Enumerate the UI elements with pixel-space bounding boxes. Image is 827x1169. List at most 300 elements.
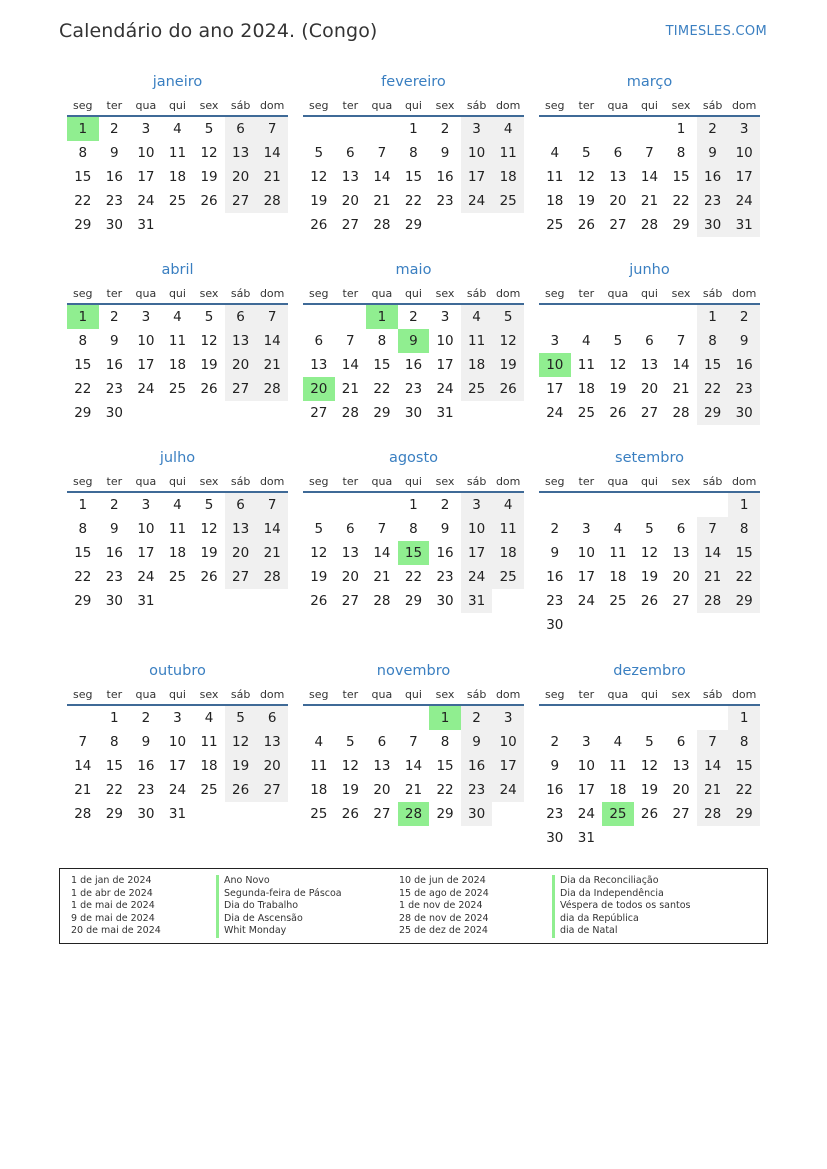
weekday-label: sáb bbox=[702, 99, 723, 112]
day-cell: 15 bbox=[105, 758, 123, 774]
day-cell: 18 bbox=[546, 193, 564, 209]
weekday-label: qui bbox=[640, 475, 658, 488]
day-cell: 17 bbox=[137, 357, 155, 373]
empty-cell bbox=[539, 117, 571, 141]
day-cell: 20 bbox=[225, 165, 257, 189]
week-row bbox=[303, 565, 524, 589]
week-row bbox=[539, 165, 760, 189]
weekday-label: dom bbox=[259, 99, 285, 112]
day-cell: 23 bbox=[105, 193, 123, 209]
day-cell: 23 bbox=[436, 193, 454, 209]
day-cell: 10 bbox=[137, 333, 155, 349]
weekday-label: seg bbox=[73, 475, 93, 488]
day-cell: 24 bbox=[461, 565, 493, 589]
day-cell: 12 bbox=[609, 357, 627, 373]
day-cell: 2 bbox=[409, 309, 418, 325]
day-cell: 20 bbox=[672, 782, 690, 798]
week-row bbox=[67, 754, 288, 778]
day-cell: 20 bbox=[341, 193, 359, 209]
week-row bbox=[67, 329, 288, 353]
weekday-header bbox=[303, 684, 524, 706]
week-row bbox=[539, 589, 760, 613]
day-cell: 11 bbox=[168, 333, 187, 349]
weekday-label: qui bbox=[168, 287, 186, 300]
empty-cell bbox=[665, 706, 697, 730]
day-cell: 3 bbox=[440, 309, 450, 325]
weekday-label: sáb bbox=[466, 688, 487, 701]
day-cell: 2 bbox=[728, 305, 760, 329]
empty-cell bbox=[366, 706, 398, 730]
day-cell: 25 bbox=[609, 593, 627, 609]
day-cell: 22 bbox=[105, 782, 123, 798]
day-cell: 14 bbox=[74, 758, 92, 774]
day-cell: 26 bbox=[200, 193, 218, 209]
day-cell: 10 bbox=[577, 758, 595, 774]
weekday-label: qua bbox=[607, 99, 629, 112]
day-cell: 20 bbox=[640, 381, 659, 397]
day-cell: 25 bbox=[461, 377, 493, 401]
weekday-label: sex bbox=[671, 688, 691, 701]
holiday-day-cell: 9 bbox=[398, 329, 430, 353]
month-title: fevereiro bbox=[381, 74, 446, 90]
empty-cell bbox=[193, 802, 225, 826]
empty-cell bbox=[335, 117, 367, 141]
empty-cell bbox=[225, 213, 257, 237]
holiday-day-cell: 1 bbox=[366, 305, 398, 329]
day-cell: 14 bbox=[672, 357, 690, 373]
day-cell: 5 bbox=[346, 734, 355, 750]
weekday-label: ter bbox=[342, 287, 359, 300]
weekday-label: ter bbox=[106, 688, 123, 701]
empty-cell bbox=[539, 305, 571, 329]
day-cell: 24 bbox=[461, 189, 493, 213]
weekday-label: sáb bbox=[466, 475, 487, 488]
day-cell: 11 bbox=[609, 758, 627, 774]
day-cell: 23 bbox=[436, 569, 454, 585]
day-cell: 18 bbox=[168, 545, 187, 561]
day-cell: 30 bbox=[546, 617, 564, 633]
weekday-label: qui bbox=[404, 475, 422, 488]
legend-dates-column bbox=[399, 875, 489, 938]
day-cell: 29 bbox=[697, 401, 729, 425]
day-cell: 3 bbox=[550, 333, 560, 349]
day-cell: 22 bbox=[436, 782, 454, 798]
day-cell: 23 bbox=[404, 381, 423, 397]
weekday-label: sex bbox=[199, 287, 219, 300]
weekday-label: sex bbox=[199, 688, 219, 701]
day-cell: 2 bbox=[110, 121, 119, 137]
week-row bbox=[67, 589, 288, 613]
holiday-day-cell: 25 bbox=[602, 802, 634, 826]
weekday-label: dom bbox=[731, 688, 757, 701]
day-cell: 22 bbox=[672, 193, 690, 209]
day-cell: 8 bbox=[728, 517, 760, 541]
day-cell: 10 bbox=[461, 517, 493, 541]
day-cell: 17 bbox=[436, 357, 454, 373]
day-cell: 23 bbox=[137, 782, 155, 798]
empty-cell bbox=[193, 401, 225, 425]
day-cell: 26 bbox=[310, 217, 328, 233]
week-row bbox=[303, 778, 524, 802]
day-cell: 22 bbox=[728, 778, 760, 802]
empty-cell bbox=[634, 117, 666, 141]
day-cell: 16 bbox=[546, 782, 564, 798]
empty-cell bbox=[303, 117, 335, 141]
week-row bbox=[539, 613, 760, 637]
day-cell: 9 bbox=[110, 333, 119, 349]
weekday-label: seg bbox=[545, 475, 565, 488]
day-cell: 14 bbox=[404, 758, 423, 774]
weekday-label: sex bbox=[435, 287, 455, 300]
month-title: setembro bbox=[615, 450, 684, 466]
day-cell: 17 bbox=[168, 758, 187, 774]
weekday-label: dom bbox=[495, 688, 521, 701]
day-cell: 27 bbox=[609, 217, 627, 233]
day-cell: 5 bbox=[204, 309, 214, 325]
empty-cell bbox=[571, 706, 603, 730]
week-row bbox=[303, 377, 524, 401]
day-cell: 24 bbox=[137, 569, 155, 585]
day-cell: 27 bbox=[640, 405, 659, 421]
day-cell: 26 bbox=[492, 377, 524, 401]
day-cell: 29 bbox=[404, 593, 423, 609]
empty-cell bbox=[303, 706, 335, 730]
day-cell: 2 bbox=[697, 117, 729, 141]
day-cell: 4 bbox=[613, 734, 623, 750]
day-cell: 20 bbox=[373, 782, 391, 798]
day-cell: 29 bbox=[728, 589, 760, 613]
day-cell: 5 bbox=[314, 145, 324, 161]
day-cell: 8 bbox=[78, 521, 88, 537]
legend-date: 20 de mai de 2024 bbox=[71, 925, 161, 936]
weekday-label: seg bbox=[545, 287, 565, 300]
day-cell: 29 bbox=[74, 217, 92, 233]
day-cell: 14 bbox=[256, 517, 288, 541]
day-cell: 19 bbox=[310, 193, 328, 209]
empty-cell bbox=[571, 305, 603, 329]
day-cell: 22 bbox=[373, 381, 391, 397]
day-cell: 3 bbox=[141, 309, 151, 325]
empty-cell bbox=[335, 493, 367, 517]
day-cell: 16 bbox=[546, 569, 564, 585]
day-cell: 24 bbox=[728, 189, 760, 213]
weekday-label: qua bbox=[371, 688, 393, 701]
day-cell: 28 bbox=[341, 405, 359, 421]
day-cell: 16 bbox=[728, 353, 760, 377]
day-cell: 7 bbox=[256, 305, 288, 329]
day-cell: 1 bbox=[728, 493, 760, 517]
empty-cell bbox=[602, 706, 634, 730]
week-row bbox=[539, 706, 760, 730]
day-cell: 22 bbox=[697, 377, 729, 401]
weekday-label: dom bbox=[259, 475, 285, 488]
month-agosto bbox=[303, 447, 524, 660]
day-cell: 12 bbox=[200, 521, 218, 537]
weekday-label: qua bbox=[135, 688, 157, 701]
day-cell: 30 bbox=[546, 830, 564, 846]
day-cell: 2 bbox=[141, 710, 151, 726]
day-cell: 28 bbox=[640, 217, 659, 233]
day-cell: 2 bbox=[110, 497, 119, 513]
empty-cell bbox=[602, 613, 634, 637]
weekday-label: ter bbox=[578, 475, 595, 488]
day-cell: 11 bbox=[310, 758, 328, 774]
day-cell: 10 bbox=[137, 145, 155, 161]
empty-cell bbox=[539, 493, 571, 517]
weekday-header bbox=[67, 684, 288, 706]
day-cell: 15 bbox=[74, 169, 92, 185]
day-cell: 13 bbox=[609, 169, 627, 185]
day-cell: 13 bbox=[225, 517, 257, 541]
empty-cell bbox=[602, 117, 634, 141]
week-row bbox=[67, 165, 288, 189]
day-cell: 8 bbox=[377, 333, 387, 349]
week-row bbox=[67, 730, 288, 754]
day-cell: 12 bbox=[200, 333, 218, 349]
day-cell: 22 bbox=[74, 193, 92, 209]
day-cell: 26 bbox=[225, 778, 257, 802]
day-cell: 12 bbox=[225, 730, 257, 754]
month-junho bbox=[539, 259, 760, 447]
day-cell: 5 bbox=[314, 521, 324, 537]
month-novembro bbox=[303, 660, 524, 870]
month-setembro bbox=[539, 447, 760, 660]
empty-cell bbox=[225, 802, 257, 826]
empty-cell bbox=[634, 706, 666, 730]
empty-cell bbox=[256, 213, 288, 237]
empty-cell bbox=[492, 401, 524, 425]
weekday-label: qui bbox=[168, 475, 186, 488]
empty-cell bbox=[602, 826, 634, 850]
weekday-label: seg bbox=[73, 688, 93, 701]
day-cell: 17 bbox=[728, 165, 760, 189]
weekday-label: sex bbox=[435, 688, 455, 701]
day-cell: 19 bbox=[341, 782, 359, 798]
day-cell: 30 bbox=[436, 593, 454, 609]
legend-holiday-name: Dia do Trabalho bbox=[216, 900, 342, 913]
empty-cell bbox=[571, 613, 603, 637]
day-cell: 1 bbox=[409, 121, 418, 137]
week-row bbox=[67, 706, 288, 730]
week-row bbox=[303, 165, 524, 189]
month-title: outubro bbox=[149, 663, 206, 679]
day-cell: 1 bbox=[409, 497, 418, 513]
site-link[interactable]: TIMESLES.COM bbox=[665, 24, 767, 39]
day-cell: 21 bbox=[404, 782, 423, 798]
month-title: junho bbox=[629, 262, 670, 278]
day-cell: 18 bbox=[577, 381, 595, 397]
day-cell: 5 bbox=[645, 734, 654, 750]
empty-cell bbox=[193, 213, 225, 237]
day-cell: 26 bbox=[609, 405, 627, 421]
empty-cell bbox=[162, 213, 194, 237]
day-cell: 6 bbox=[645, 333, 654, 349]
day-cell: 7 bbox=[377, 521, 387, 537]
month-title: abril bbox=[161, 262, 194, 278]
day-cell: 2 bbox=[440, 497, 450, 513]
day-cell: 10 bbox=[461, 141, 493, 165]
day-cell: 29 bbox=[105, 806, 123, 822]
calendar-grid bbox=[67, 71, 760, 870]
day-cell: 29 bbox=[74, 405, 92, 421]
day-cell: 25 bbox=[168, 193, 187, 209]
legend-date: 28 de nov de 2024 bbox=[399, 912, 489, 924]
day-cell: 22 bbox=[404, 193, 423, 209]
weekday-label: ter bbox=[106, 475, 123, 488]
day-cell: 15 bbox=[74, 545, 92, 561]
day-cell: 18 bbox=[609, 782, 627, 798]
weekday-header bbox=[539, 471, 760, 493]
day-cell: 4 bbox=[492, 117, 524, 141]
weekday-label: sáb bbox=[230, 287, 251, 300]
day-cell: 14 bbox=[697, 754, 729, 778]
day-cell: 22 bbox=[74, 381, 92, 397]
holiday-day-cell: 28 bbox=[398, 802, 430, 826]
empty-cell bbox=[697, 826, 729, 850]
day-cell: 24 bbox=[168, 782, 187, 798]
day-cell: 7 bbox=[697, 517, 729, 541]
day-cell: 28 bbox=[373, 593, 391, 609]
day-cell: 6 bbox=[225, 305, 257, 329]
day-cell: 5 bbox=[492, 305, 524, 329]
weekday-label: dom bbox=[259, 287, 285, 300]
day-cell: 17 bbox=[461, 165, 493, 189]
day-cell: 21 bbox=[672, 381, 690, 397]
day-cell: 15 bbox=[728, 754, 760, 778]
empty-cell bbox=[256, 589, 288, 613]
week-row bbox=[67, 117, 288, 141]
weekday-label: sáb bbox=[466, 287, 487, 300]
day-cell: 10 bbox=[492, 730, 524, 754]
day-cell: 8 bbox=[440, 734, 450, 750]
month-dezembro bbox=[539, 660, 760, 870]
weekday-label: ter bbox=[342, 99, 359, 112]
day-cell: 25 bbox=[492, 189, 524, 213]
empty-cell bbox=[303, 305, 335, 329]
day-cell: 30 bbox=[105, 405, 123, 421]
day-cell: 1 bbox=[78, 497, 88, 513]
month-title: janeiro bbox=[152, 74, 203, 90]
week-row bbox=[539, 778, 760, 802]
weekday-label: qua bbox=[607, 287, 629, 300]
day-cell: 4 bbox=[204, 710, 214, 726]
day-cell: 30 bbox=[105, 217, 123, 233]
legend-names-column bbox=[216, 875, 342, 938]
day-cell: 21 bbox=[640, 193, 659, 209]
day-cell: 19 bbox=[225, 754, 257, 778]
day-cell: 11 bbox=[168, 521, 187, 537]
day-cell: 5 bbox=[225, 706, 257, 730]
day-cell: 19 bbox=[640, 782, 659, 798]
weekday-label: sáb bbox=[702, 287, 723, 300]
day-cell: 19 bbox=[200, 357, 218, 373]
weekday-label: qui bbox=[404, 287, 422, 300]
day-cell: 8 bbox=[78, 333, 88, 349]
day-cell: 7 bbox=[645, 145, 654, 161]
weekday-label: seg bbox=[545, 688, 565, 701]
empty-cell bbox=[366, 493, 398, 517]
week-row bbox=[539, 305, 760, 329]
month-title: agosto bbox=[388, 450, 439, 466]
legend-date: 10 de jun de 2024 bbox=[399, 875, 486, 886]
day-cell: 17 bbox=[137, 169, 155, 185]
week-row bbox=[539, 353, 760, 377]
day-cell: 22 bbox=[728, 565, 760, 589]
week-row bbox=[303, 117, 524, 141]
weekday-label: qui bbox=[168, 688, 186, 701]
weekday-header bbox=[67, 471, 288, 493]
empty-cell bbox=[665, 493, 697, 517]
weekday-label: seg bbox=[309, 688, 329, 701]
day-cell: 15 bbox=[373, 357, 391, 373]
day-cell: 13 bbox=[341, 545, 359, 561]
week-row bbox=[539, 565, 760, 589]
day-cell: 13 bbox=[225, 141, 257, 165]
weekday-label: dom bbox=[495, 475, 521, 488]
day-cell: 18 bbox=[200, 758, 218, 774]
empty-cell bbox=[539, 706, 571, 730]
day-cell: 17 bbox=[577, 569, 595, 585]
day-cell: 16 bbox=[436, 545, 454, 561]
day-cell: 2 bbox=[461, 706, 493, 730]
week-row bbox=[303, 353, 524, 377]
day-cell: 7 bbox=[256, 117, 288, 141]
day-cell: 25 bbox=[546, 217, 564, 233]
day-cell: 11 bbox=[200, 734, 218, 750]
weekday-label: qua bbox=[371, 99, 393, 112]
week-row bbox=[539, 826, 760, 850]
week-row bbox=[67, 565, 288, 589]
day-cell: 20 bbox=[341, 569, 359, 585]
month-março bbox=[539, 71, 760, 259]
day-cell: 12 bbox=[577, 169, 595, 185]
day-cell: 22 bbox=[404, 569, 423, 585]
day-cell: 24 bbox=[577, 806, 595, 822]
day-cell: 26 bbox=[200, 381, 218, 397]
week-row bbox=[539, 377, 760, 401]
day-cell: 25 bbox=[577, 405, 595, 421]
day-cell: 4 bbox=[461, 305, 493, 329]
week-row bbox=[303, 401, 524, 425]
day-cell: 23 bbox=[728, 377, 760, 401]
day-cell: 30 bbox=[404, 405, 423, 421]
weekday-header bbox=[539, 684, 760, 706]
month-title: novembro bbox=[376, 663, 451, 679]
weekday-label: ter bbox=[342, 688, 359, 701]
day-cell: 19 bbox=[609, 381, 627, 397]
empty-cell bbox=[665, 826, 697, 850]
weekday-label: sáb bbox=[230, 688, 251, 701]
day-cell: 3 bbox=[728, 117, 760, 141]
day-cell: 7 bbox=[377, 145, 387, 161]
day-cell: 6 bbox=[346, 521, 355, 537]
weekday-label: sáb bbox=[466, 99, 487, 112]
day-cell: 3 bbox=[582, 734, 591, 750]
empty-cell bbox=[67, 706, 99, 730]
day-cell: 20 bbox=[256, 754, 288, 778]
weekday-label: qua bbox=[607, 475, 629, 488]
month-outubro bbox=[67, 660, 288, 870]
day-cell: 16 bbox=[461, 754, 493, 778]
weekday-label: sáb bbox=[702, 475, 723, 488]
empty-cell bbox=[634, 613, 666, 637]
day-cell: 26 bbox=[200, 569, 218, 585]
weekday-header bbox=[539, 283, 760, 305]
holiday-day-cell: 1 bbox=[67, 117, 99, 141]
day-cell: 16 bbox=[697, 165, 729, 189]
day-cell: 30 bbox=[697, 213, 729, 237]
holiday-day-cell: 1 bbox=[429, 706, 461, 730]
